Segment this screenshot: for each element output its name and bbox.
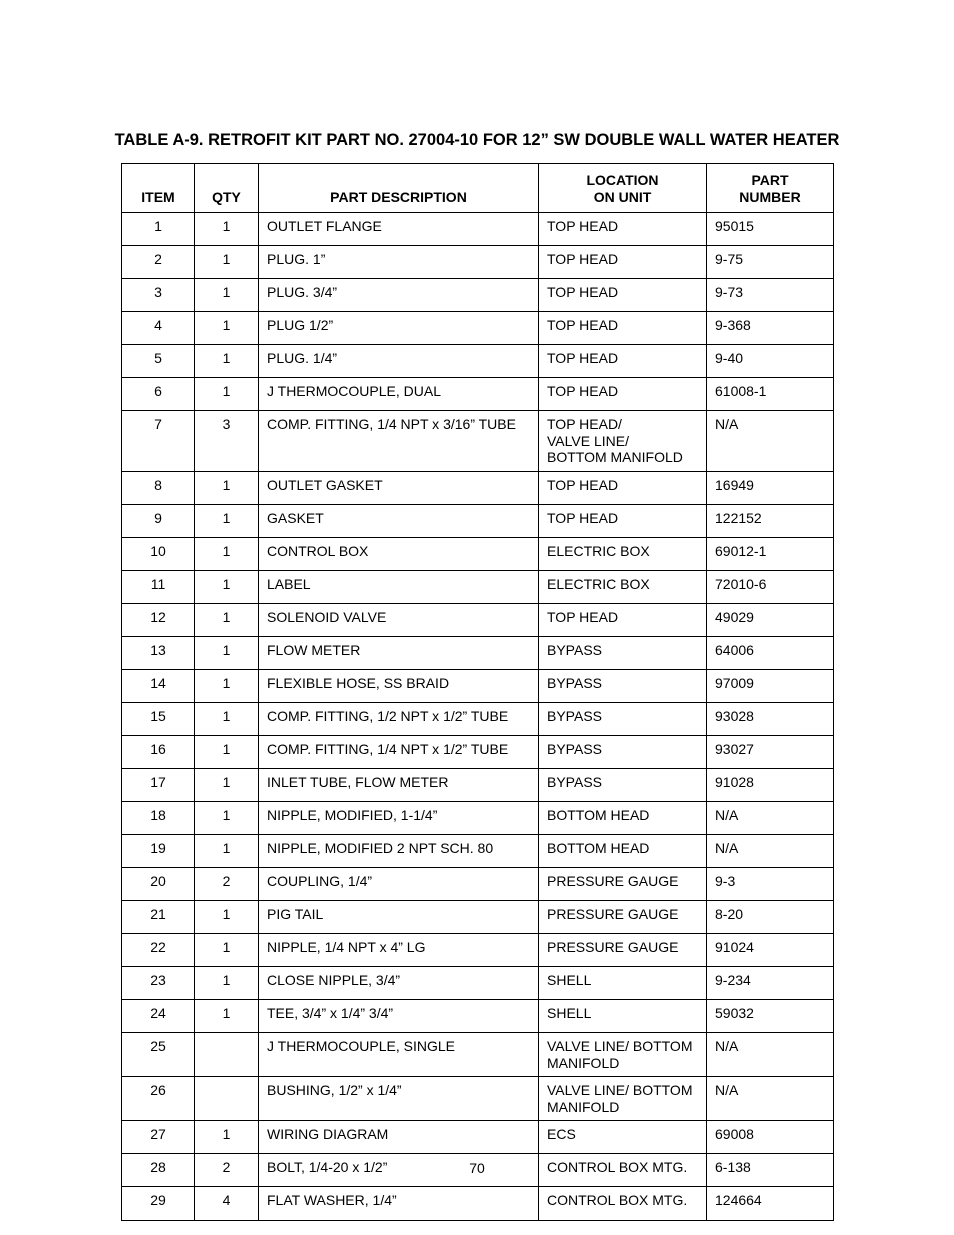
cell-qty: 1 bbox=[195, 279, 259, 312]
cell-part-number: 9-75 bbox=[707, 246, 834, 279]
cell-item: 17 bbox=[122, 769, 195, 802]
cell-item: 29 bbox=[122, 1187, 195, 1221]
cell-description: COMP. FITTING, 1/4 NPT x 1/2” TUBE bbox=[259, 736, 539, 769]
cell-part-number: 9-40 bbox=[707, 345, 834, 378]
cell-item: 7 bbox=[122, 411, 195, 472]
cell-part-number: 91024 bbox=[707, 934, 834, 967]
cell-qty bbox=[195, 1033, 259, 1077]
cell-description: OUTLET FLANGE bbox=[259, 213, 539, 246]
cell-description: J THERMOCOUPLE, SINGLE bbox=[259, 1033, 539, 1077]
cell-item: 19 bbox=[122, 835, 195, 868]
table-row bbox=[122, 213, 834, 246]
cell-part-number: 91028 bbox=[707, 769, 834, 802]
table-row bbox=[122, 378, 834, 411]
cell-part-number: 9-73 bbox=[707, 279, 834, 312]
table-row bbox=[122, 1077, 834, 1121]
cell-item: 22 bbox=[122, 934, 195, 967]
cell-qty: 1 bbox=[195, 345, 259, 378]
cell-part-number: 124664 bbox=[707, 1187, 834, 1221]
cell-description: GASKET bbox=[259, 505, 539, 538]
cell-qty: 2 bbox=[195, 868, 259, 901]
page-number: 70 bbox=[469, 1160, 485, 1176]
parts-table bbox=[121, 163, 834, 1221]
cell-location: SHELL bbox=[539, 1000, 707, 1033]
cell-description: J THERMOCOUPLE, DUAL bbox=[259, 378, 539, 411]
cell-item: 25 bbox=[122, 1033, 195, 1077]
cell-item: 1 bbox=[122, 213, 195, 246]
cell-description: BUSHING, 1/2” x 1/4” bbox=[259, 1077, 539, 1121]
table-row bbox=[122, 670, 834, 703]
cell-item: 23 bbox=[122, 967, 195, 1000]
cell-item: 10 bbox=[122, 538, 195, 571]
cell-description: NIPPLE, MODIFIED, 1-1/4” bbox=[259, 802, 539, 835]
cell-qty: 1 bbox=[195, 604, 259, 637]
cell-location: ELECTRIC BOX bbox=[539, 571, 707, 604]
cell-location: VALVE LINE/ BOTTOM MANIFOLD bbox=[539, 1077, 707, 1121]
cell-item: 18 bbox=[122, 802, 195, 835]
table-row bbox=[122, 637, 834, 670]
cell-description: NIPPLE, 1/4 NPT x 4” LG bbox=[259, 934, 539, 967]
cell-qty bbox=[195, 1077, 259, 1121]
cell-description: PLUG 1/2” bbox=[259, 312, 539, 345]
cell-location: TOP HEAD bbox=[539, 312, 707, 345]
cell-part-number: 69012-1 bbox=[707, 538, 834, 571]
cell-part-number: 95015 bbox=[707, 213, 834, 246]
cell-part-number: 49029 bbox=[707, 604, 834, 637]
cell-part-number: 61008-1 bbox=[707, 378, 834, 411]
table-row bbox=[122, 1187, 834, 1221]
cell-item: 27 bbox=[122, 1121, 195, 1154]
cell-location: TOP HEAD/ VALVE LINE/ BOTTOM MANIFOLD bbox=[539, 411, 707, 472]
cell-part-number: N/A bbox=[707, 835, 834, 868]
cell-location: BYPASS bbox=[539, 703, 707, 736]
cell-item: 20 bbox=[122, 868, 195, 901]
cell-qty: 1 bbox=[195, 769, 259, 802]
cell-location: PRESSURE GAUGE bbox=[539, 934, 707, 967]
table-row bbox=[122, 769, 834, 802]
table-row bbox=[122, 1000, 834, 1033]
cell-description: FLEXIBLE HOSE, SS BRAID bbox=[259, 670, 539, 703]
cell-location: PRESSURE GAUGE bbox=[539, 868, 707, 901]
cell-description: PLUG. 1/4” bbox=[259, 345, 539, 378]
cell-description: PLUG. 3/4” bbox=[259, 279, 539, 312]
cell-description: COMP. FITTING, 1/2 NPT x 1/2” TUBE bbox=[259, 703, 539, 736]
cell-location: TOP HEAD bbox=[539, 213, 707, 246]
cell-location: BYPASS bbox=[539, 637, 707, 670]
cell-location: BYPASS bbox=[539, 670, 707, 703]
table-row bbox=[122, 279, 834, 312]
cell-description: PIG TAIL bbox=[259, 901, 539, 934]
cell-qty: 1 bbox=[195, 213, 259, 246]
table-row bbox=[122, 835, 834, 868]
cell-qty: 2 bbox=[195, 1154, 259, 1187]
cell-item: 13 bbox=[122, 637, 195, 670]
cell-description: PLUG. 1” bbox=[259, 246, 539, 279]
table-row bbox=[122, 1121, 834, 1154]
cell-item: 12 bbox=[122, 604, 195, 637]
cell-location: TOP HEAD bbox=[539, 246, 707, 279]
cell-location: PRESSURE GAUGE bbox=[539, 901, 707, 934]
cell-part-number: 97009 bbox=[707, 670, 834, 703]
cell-part-number: N/A bbox=[707, 802, 834, 835]
cell-description: FLOW METER bbox=[259, 637, 539, 670]
cell-part-number: 93027 bbox=[707, 736, 834, 769]
cell-description: LABEL bbox=[259, 571, 539, 604]
table-row bbox=[122, 604, 834, 637]
cell-part-number: 93028 bbox=[707, 703, 834, 736]
table-row bbox=[122, 934, 834, 967]
header-item: ITEM bbox=[122, 164, 195, 213]
cell-location: TOP HEAD bbox=[539, 378, 707, 411]
cell-item: 2 bbox=[122, 246, 195, 279]
cell-item: 14 bbox=[122, 670, 195, 703]
header-qty: QTY bbox=[195, 164, 259, 213]
cell-description: BOLT, 1/4-20 x 1/2” bbox=[259, 1154, 539, 1187]
cell-item: 5 bbox=[122, 345, 195, 378]
cell-description: WIRING DIAGRAM bbox=[259, 1121, 539, 1154]
table-row bbox=[122, 967, 834, 1000]
cell-qty: 1 bbox=[195, 472, 259, 505]
cell-description: FLAT WASHER, 1/4” bbox=[259, 1187, 539, 1221]
cell-description: COUPLING, 1/4” bbox=[259, 868, 539, 901]
cell-description: COMP. FITTING, 1/4 NPT x 3/16” TUBE bbox=[259, 411, 539, 472]
cell-qty: 1 bbox=[195, 538, 259, 571]
cell-item: 28 bbox=[122, 1154, 195, 1187]
cell-part-number: 59032 bbox=[707, 1000, 834, 1033]
cell-location: BOTTOM HEAD bbox=[539, 802, 707, 835]
cell-location: CONTROL BOX MTG. bbox=[539, 1187, 707, 1221]
cell-part-number: 9-368 bbox=[707, 312, 834, 345]
cell-part-number: 69008 bbox=[707, 1121, 834, 1154]
cell-qty: 1 bbox=[195, 934, 259, 967]
cell-item: 16 bbox=[122, 736, 195, 769]
cell-item: 8 bbox=[122, 472, 195, 505]
cell-qty: 1 bbox=[195, 1000, 259, 1033]
cell-qty: 1 bbox=[195, 312, 259, 345]
cell-item: 21 bbox=[122, 901, 195, 934]
cell-part-number: 64006 bbox=[707, 637, 834, 670]
cell-item: 26 bbox=[122, 1077, 195, 1121]
cell-qty: 1 bbox=[195, 802, 259, 835]
cell-item: 11 bbox=[122, 571, 195, 604]
header-location: LOCATION ON UNIT bbox=[539, 164, 707, 213]
cell-qty: 1 bbox=[195, 901, 259, 934]
cell-item: 9 bbox=[122, 505, 195, 538]
table-row bbox=[122, 345, 834, 378]
cell-description: OUTLET GASKET bbox=[259, 472, 539, 505]
table-header-row bbox=[122, 164, 834, 213]
table-row bbox=[122, 703, 834, 736]
cell-description: NIPPLE, MODIFIED 2 NPT SCH. 80 bbox=[259, 835, 539, 868]
cell-item: 4 bbox=[122, 312, 195, 345]
cell-description: TEE, 3/4” x 1/4” 3/4” bbox=[259, 1000, 539, 1033]
cell-qty: 1 bbox=[195, 736, 259, 769]
cell-qty: 1 bbox=[195, 835, 259, 868]
cell-location: TOP HEAD bbox=[539, 345, 707, 378]
cell-part-number: 122152 bbox=[707, 505, 834, 538]
cell-item: 6 bbox=[122, 378, 195, 411]
table-row bbox=[122, 901, 834, 934]
cell-location: BYPASS bbox=[539, 736, 707, 769]
cell-part-number: N/A bbox=[707, 1033, 834, 1077]
cell-location: TOP HEAD bbox=[539, 279, 707, 312]
table-row bbox=[122, 505, 834, 538]
cell-item: 15 bbox=[122, 703, 195, 736]
cell-qty: 1 bbox=[195, 378, 259, 411]
table-row bbox=[122, 411, 834, 472]
header-part-number: PART NUMBER bbox=[707, 164, 834, 213]
header-part-description: PART DESCRIPTION bbox=[259, 164, 539, 213]
cell-item: 24 bbox=[122, 1000, 195, 1033]
cell-qty: 1 bbox=[195, 703, 259, 736]
cell-part-number: N/A bbox=[707, 1077, 834, 1121]
cell-location: BOTTOM HEAD bbox=[539, 835, 707, 868]
cell-part-number: 9-3 bbox=[707, 868, 834, 901]
cell-qty: 4 bbox=[195, 1187, 259, 1221]
cell-location: SHELL bbox=[539, 967, 707, 1000]
cell-part-number: 6-138 bbox=[707, 1154, 834, 1187]
table-row bbox=[122, 1033, 834, 1077]
cell-qty: 1 bbox=[195, 246, 259, 279]
cell-qty: 1 bbox=[195, 1121, 259, 1154]
cell-location: CONTROL BOX MTG. bbox=[539, 1154, 707, 1187]
cell-part-number: N/A bbox=[707, 411, 834, 472]
cell-part-number: 8-20 bbox=[707, 901, 834, 934]
cell-location: TOP HEAD bbox=[539, 472, 707, 505]
cell-item: 3 bbox=[122, 279, 195, 312]
cell-location: VALVE LINE/ BOTTOM MANIFOLD bbox=[539, 1033, 707, 1077]
cell-qty: 1 bbox=[195, 967, 259, 1000]
table-row bbox=[122, 868, 834, 901]
cell-location: ELECTRIC BOX bbox=[539, 538, 707, 571]
table-row bbox=[122, 571, 834, 604]
cell-location: TOP HEAD bbox=[539, 604, 707, 637]
cell-part-number: 72010-6 bbox=[707, 571, 834, 604]
cell-description: CLOSE NIPPLE, 3/4” bbox=[259, 967, 539, 1000]
cell-qty: 3 bbox=[195, 411, 259, 472]
table-row bbox=[122, 246, 834, 279]
cell-description: SOLENOID VALVE bbox=[259, 604, 539, 637]
cell-qty: 1 bbox=[195, 670, 259, 703]
cell-location: TOP HEAD bbox=[539, 505, 707, 538]
table-row bbox=[122, 312, 834, 345]
cell-qty: 1 bbox=[195, 571, 259, 604]
table-body bbox=[122, 213, 834, 1221]
cell-qty: 1 bbox=[195, 505, 259, 538]
cell-part-number: 16949 bbox=[707, 472, 834, 505]
cell-description: INLET TUBE, FLOW METER bbox=[259, 769, 539, 802]
table-title: TABLE A-9. RETROFIT KIT PART NO. 27004-10 FOR 12” SW DOUBLE WALL WATER HEATER bbox=[114, 131, 840, 149]
table-row bbox=[122, 538, 834, 571]
table-row bbox=[122, 472, 834, 505]
table-row bbox=[122, 736, 834, 769]
table-row bbox=[122, 802, 834, 835]
cell-part-number: 9-234 bbox=[707, 967, 834, 1000]
cell-location: ECS bbox=[539, 1121, 707, 1154]
cell-qty: 1 bbox=[195, 637, 259, 670]
cell-description: CONTROL BOX bbox=[259, 538, 539, 571]
cell-location: BYPASS bbox=[539, 769, 707, 802]
